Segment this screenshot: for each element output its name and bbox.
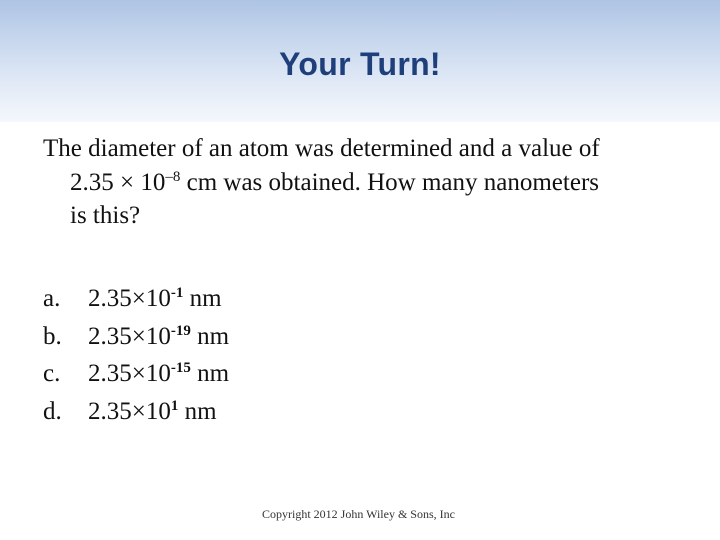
option-unit: nm [190, 322, 230, 350]
option-letter: a. [43, 285, 61, 312]
option-letter: c. [43, 360, 61, 387]
answer-options [43, 280, 443, 430]
option-unit: nm [178, 397, 217, 425]
option-a[interactable] [43, 280, 443, 318]
option-unit: nm [190, 360, 230, 387]
option-c[interactable] [43, 355, 443, 393]
option-text [88, 280, 222, 318]
option-text [88, 318, 229, 356]
question-line-3: is this? [70, 202, 141, 229]
option-exponent: -1 [170, 285, 184, 301]
question-line-2 [43, 166, 683, 200]
option-mantissa: 2.35×10 [88, 397, 171, 425]
question-line-2-rest: cm was obtained. How many nanometers [180, 168, 599, 196]
question-line-1: The diameter of an atom was determined and a value of [43, 135, 600, 162]
option-unit: nm [183, 285, 222, 312]
option-mantissa: 2.35×10 [88, 360, 171, 387]
copyright-footer: Copyright 2012 John Wiley & Sons, Inc [262, 507, 455, 521]
question-text [43, 132, 683, 233]
option-exponent: -15 [170, 360, 191, 376]
option-b[interactable] [43, 318, 443, 356]
option-d[interactable] [43, 393, 443, 431]
question-value-mantissa: 2.35 × 10 [70, 168, 166, 196]
option-letter: b. [43, 322, 62, 350]
option-mantissa: 2.35×10 [88, 322, 171, 350]
option-exponent: -19 [170, 322, 191, 339]
slide-title: Your Turn! [279, 46, 441, 82]
option-text [88, 393, 217, 431]
option-letter: d. [43, 397, 62, 425]
option-mantissa: 2.35×10 [88, 285, 171, 312]
option-exponent: 1 [170, 397, 179, 414]
question-value-exponent: –8 [165, 168, 181, 185]
option-text [88, 355, 229, 393]
